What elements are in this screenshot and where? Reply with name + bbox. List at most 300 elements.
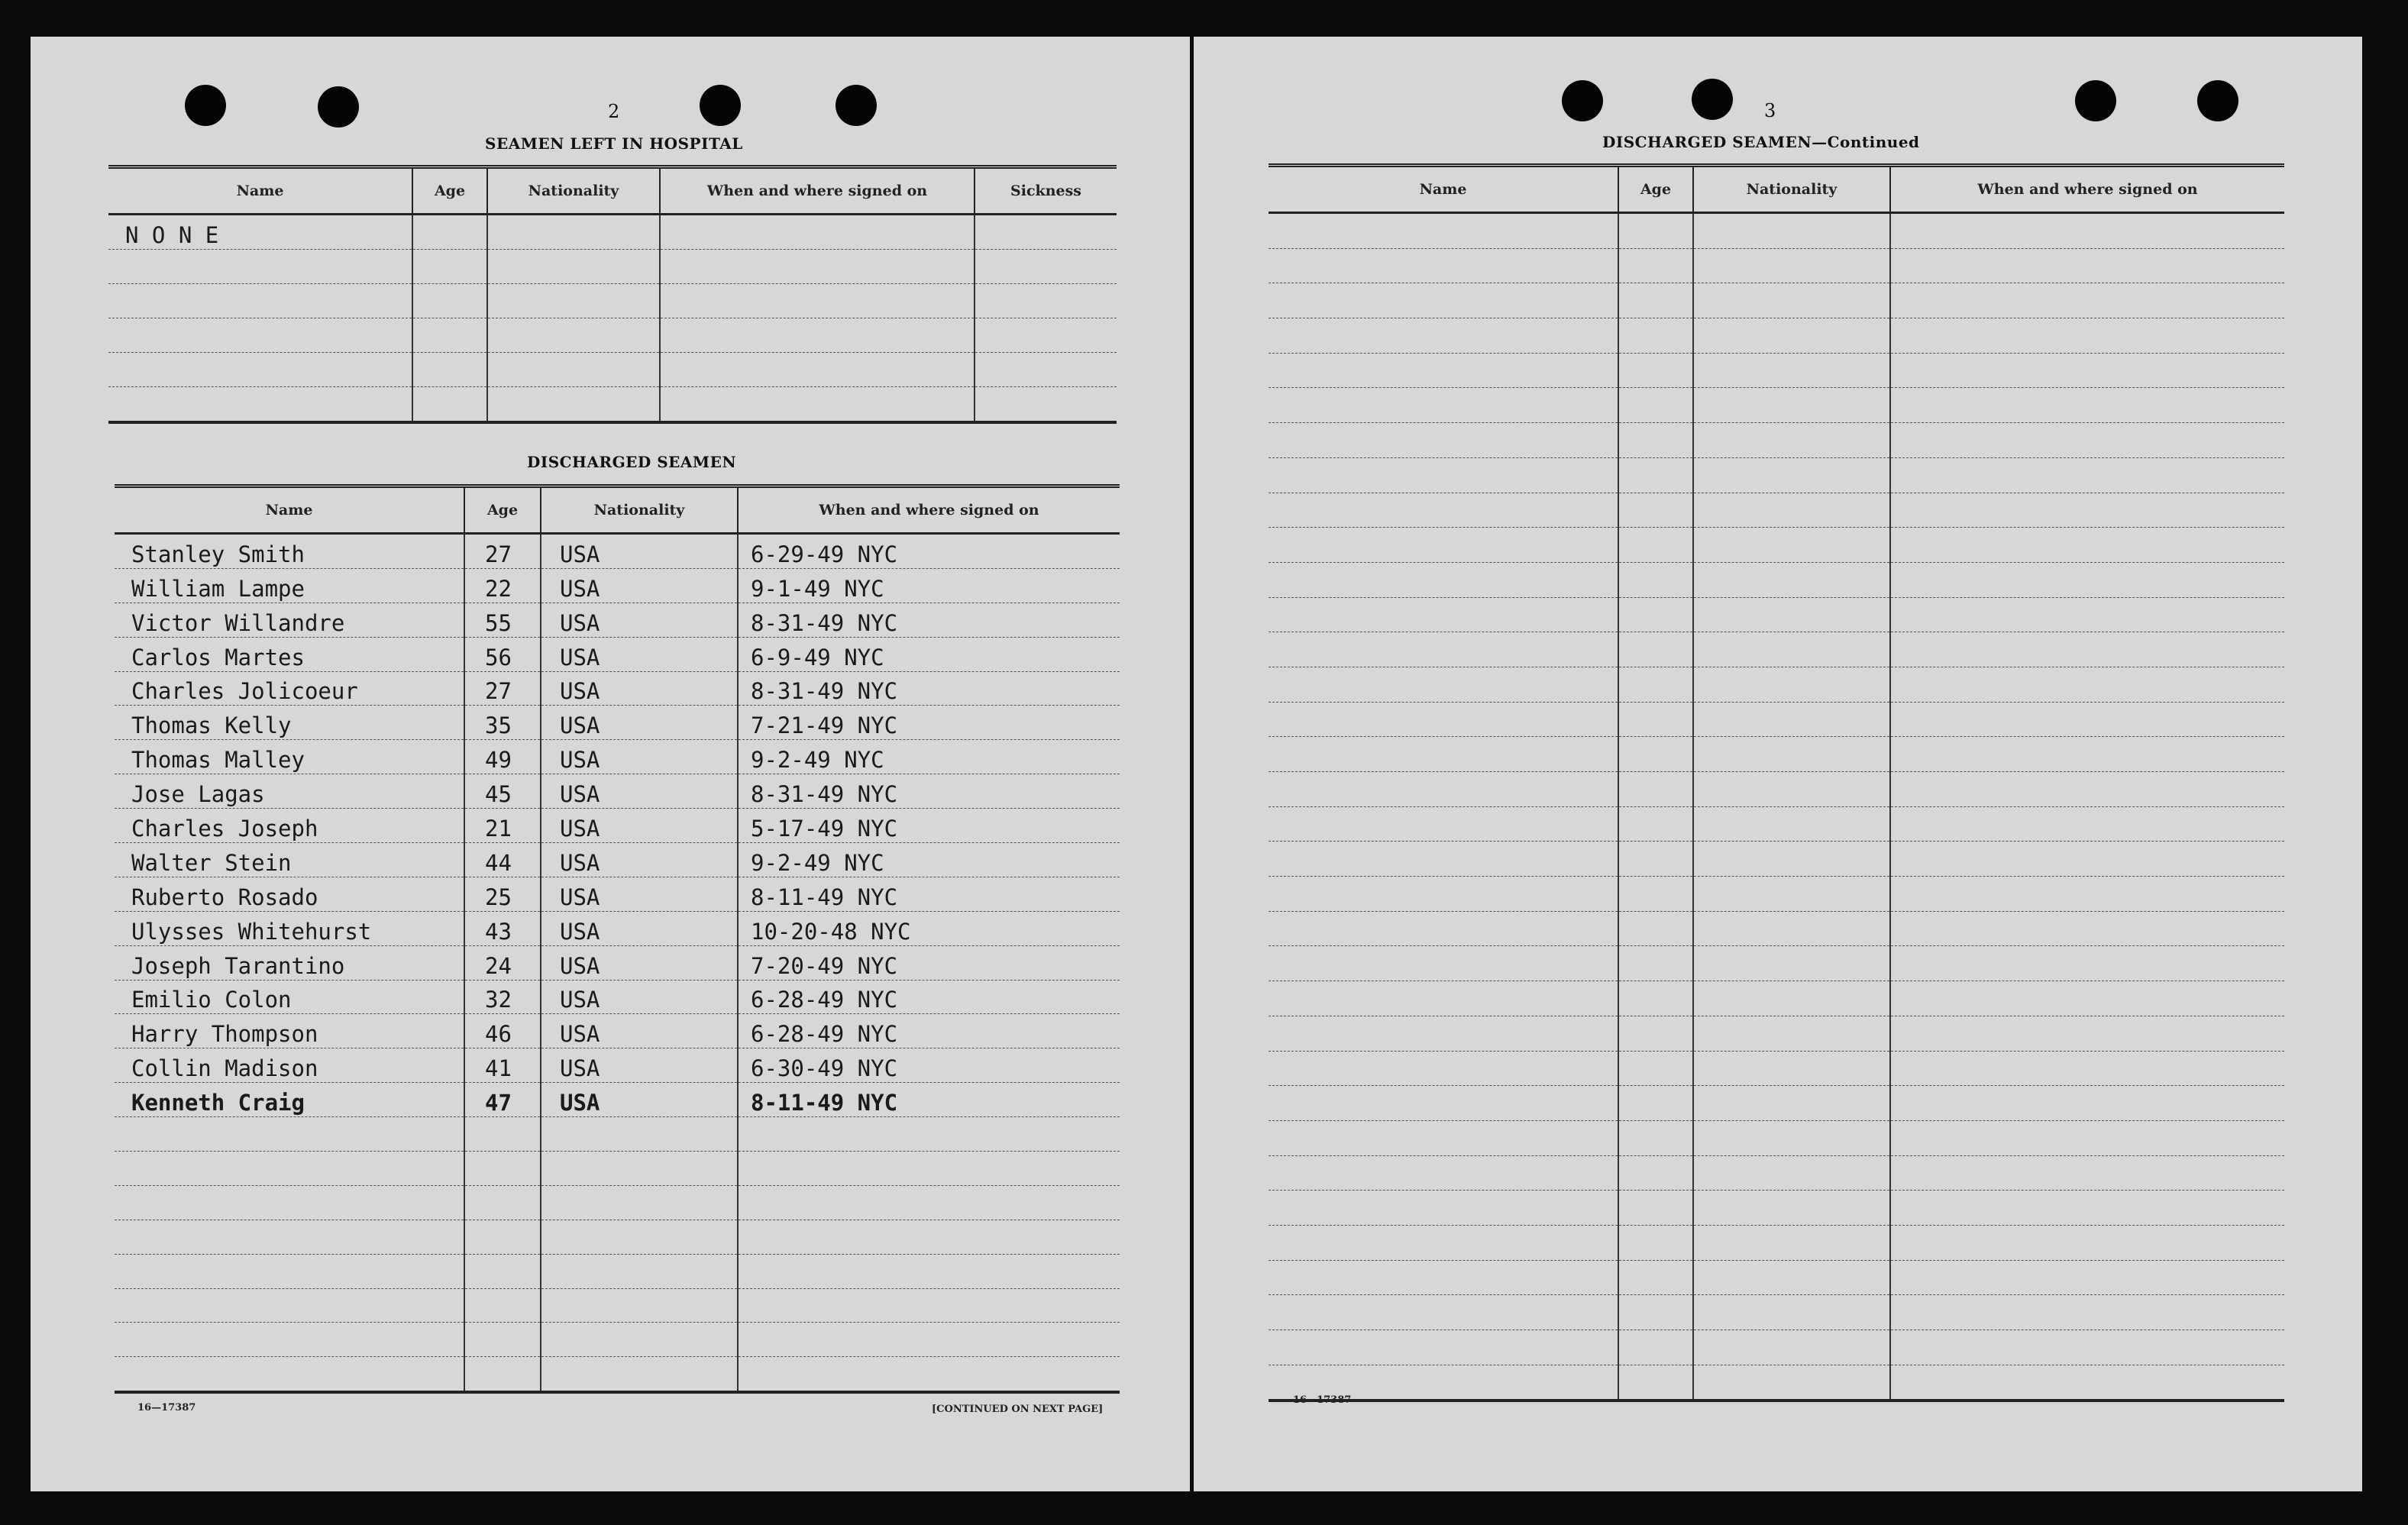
age-cell — [1618, 632, 1693, 667]
name-cell — [115, 1323, 464, 1357]
signed-on-cell-text: 6-30-49 NYC — [751, 1055, 898, 1082]
name-cell — [1269, 667, 1618, 702]
nationality-cell — [541, 843, 738, 877]
age-cell — [464, 1048, 541, 1083]
nationality-cell — [541, 637, 738, 671]
table-row — [1269, 1016, 2284, 1051]
age-cell — [1618, 283, 1693, 318]
age-cell — [1618, 737, 1693, 772]
signed-on-cell — [1890, 772, 2284, 807]
nationality-cell-text: USA — [560, 918, 600, 945]
table-row — [1269, 842, 2284, 877]
page-number: 3 — [1764, 100, 1776, 121]
punch-hole — [318, 86, 359, 128]
signed-on-cell-text: 9-2-49 NYC — [751, 747, 884, 774]
signed-on-cell-text — [661, 380, 673, 381]
signed-on-cell — [738, 1254, 1120, 1288]
signed-on-cell — [738, 1048, 1120, 1083]
nationality-cell — [1693, 737, 1890, 772]
continued-note: [CONTINUED ON NEXT PAGE] — [932, 1404, 1104, 1415]
signed-on-cell-text — [661, 346, 673, 347]
age-cell — [464, 568, 541, 603]
table-row — [115, 1083, 1120, 1117]
age-cell — [464, 534, 541, 569]
table-row — [1269, 493, 2284, 528]
table-row — [115, 1152, 1120, 1186]
signed-on-cell — [1890, 1191, 2284, 1226]
nationality-cell — [541, 1288, 738, 1323]
nationality-cell — [1693, 1365, 1890, 1401]
name-cell-text: Ruberto Rosado — [131, 884, 318, 910]
hospital-section-title: SEAMEN LEFT IN HOSPITAL — [485, 134, 743, 153]
age-cell — [464, 603, 541, 637]
nationality-cell — [1693, 388, 1890, 423]
page-number: 2 — [608, 101, 620, 122]
table-row — [1269, 1155, 2284, 1191]
nationality-cell-text — [541, 1213, 560, 1214]
name-cell — [115, 1048, 464, 1083]
nationality-cell — [487, 318, 660, 353]
signed-on-cell — [1890, 248, 2284, 283]
age-cell — [1618, 842, 1693, 877]
age-cell-text — [465, 1179, 485, 1180]
age-cell — [464, 843, 541, 877]
signed-on-cell — [660, 353, 975, 387]
column-header-age: Age — [1618, 166, 1693, 213]
age-cell — [1618, 1365, 1693, 1401]
name-cell-text — [108, 277, 125, 278]
name-cell-text — [115, 1384, 131, 1385]
age-cell — [464, 911, 541, 945]
name-cell — [1269, 1225, 1618, 1260]
signed-on-cell-text — [661, 243, 673, 244]
name-cell — [1269, 981, 1618, 1016]
age-cell — [1618, 1120, 1693, 1155]
nationality-cell — [541, 603, 738, 637]
nationality-cell — [487, 387, 660, 423]
name-cell — [1269, 318, 1618, 354]
signed-on-cell-text: 7-21-49 NYC — [751, 712, 898, 739]
sickness-cell — [975, 387, 1117, 423]
nationality-cell — [541, 534, 738, 569]
age-cell — [1618, 528, 1693, 563]
signed-on-cell — [1890, 493, 2284, 528]
age-cell — [1618, 597, 1693, 632]
signed-on-cell — [738, 637, 1120, 671]
nationality-cell-text — [541, 1248, 560, 1249]
age-cell — [1618, 806, 1693, 842]
table-row — [1269, 737, 2284, 772]
age-cell-text: 46 — [485, 1021, 512, 1048]
name-cell — [1269, 806, 1618, 842]
signed-on-cell — [1890, 562, 2284, 597]
signed-on-cell-text: 6-9-49 NYC — [751, 644, 884, 670]
age-cell — [412, 387, 487, 423]
right-page — [1194, 37, 2362, 1491]
punch-hole — [1692, 79, 1733, 120]
signed-on-cell — [738, 1185, 1120, 1220]
age-cell — [1618, 1051, 1693, 1086]
signed-on-cell — [1890, 1365, 2284, 1401]
name-cell — [1269, 283, 1618, 318]
nationality-cell — [1693, 283, 1890, 318]
name-cell — [115, 534, 464, 569]
age-cell-text: 56 — [485, 644, 512, 670]
name-cell-text: Harry Thompson — [131, 1021, 318, 1048]
nationality-cell — [541, 1254, 738, 1288]
column-header-signed-on: When and where signed on — [660, 167, 975, 215]
name-cell-text: Emilio Colon — [131, 987, 292, 1013]
table-row — [115, 809, 1120, 843]
signed-on-cell — [1890, 423, 2284, 458]
name-cell-text: Stanley Smith — [131, 541, 305, 567]
name-cell — [1269, 877, 1618, 912]
nationality-cell — [487, 250, 660, 284]
signed-on-cell-text: 8-11-49 NYC — [751, 1090, 898, 1116]
table-row — [115, 671, 1120, 706]
signed-on-cell-text — [739, 1316, 751, 1317]
name-cell — [115, 1117, 464, 1152]
nationality-cell — [541, 809, 738, 843]
age-cell-text: 45 — [485, 781, 512, 808]
age-cell — [412, 250, 487, 284]
nationality-cell — [1693, 493, 1890, 528]
age-cell — [1618, 702, 1693, 737]
name-cell — [115, 877, 464, 911]
signed-on-cell — [738, 1357, 1120, 1392]
name-cell — [115, 980, 464, 1014]
nationality-cell — [541, 1220, 738, 1254]
signed-on-cell — [738, 911, 1120, 945]
nationality-cell-text — [488, 346, 506, 347]
signed-on-cell — [738, 1288, 1120, 1323]
signed-on-cell — [738, 1083, 1120, 1117]
table-row — [108, 353, 1117, 387]
signed-on-cell-text — [739, 1384, 751, 1385]
table-row — [115, 1117, 1120, 1152]
table-row — [1269, 1330, 2284, 1365]
signed-on-cell — [738, 843, 1120, 877]
nationality-cell-text: USA — [560, 712, 600, 739]
age-cell-text: 27 — [485, 541, 512, 567]
name-cell — [115, 1254, 464, 1288]
nationality-cell — [1693, 1330, 1890, 1365]
age-cell-text: 27 — [485, 678, 512, 705]
nationality-cell — [541, 980, 738, 1014]
name-cell-text: Charles Joseph — [131, 816, 318, 842]
name-cell-text — [115, 1213, 131, 1214]
nationality-cell-text — [541, 1316, 560, 1317]
column-header-sickness: Sickness — [975, 167, 1117, 215]
signed-on-cell — [660, 318, 975, 353]
age-cell-text — [465, 1384, 485, 1385]
signed-on-cell — [660, 284, 975, 318]
table-row — [115, 740, 1120, 774]
name-cell — [115, 637, 464, 671]
nationality-cell-text: USA — [560, 609, 600, 636]
age-cell-text — [413, 243, 433, 244]
name-cell — [1269, 597, 1618, 632]
nationality-cell — [541, 1014, 738, 1048]
column-header-age: Age — [464, 486, 541, 534]
nationality-cell — [541, 774, 738, 809]
signed-on-cell — [738, 1323, 1120, 1357]
signed-on-cell — [1890, 1330, 2284, 1365]
nationality-cell — [487, 284, 660, 318]
age-cell — [464, 1185, 541, 1220]
table-row — [1269, 318, 2284, 354]
nationality-cell — [1693, 423, 1890, 458]
name-cell — [1269, 1051, 1618, 1086]
name-cell — [1269, 1295, 1618, 1330]
age-cell-text: 49 — [485, 747, 512, 774]
signed-on-cell — [1890, 842, 2284, 877]
signed-on-cell-text: 9-1-49 NYC — [751, 575, 884, 602]
signed-on-cell — [1890, 702, 2284, 737]
nationality-cell-text: USA — [560, 884, 600, 910]
signed-on-cell — [1890, 213, 2284, 249]
age-cell — [464, 671, 541, 706]
nationality-cell — [487, 215, 660, 250]
signed-on-cell — [1890, 597, 2284, 632]
signed-on-cell — [1890, 667, 2284, 702]
name-cell-text: Walter Stein — [131, 849, 292, 876]
name-cell — [1269, 528, 1618, 563]
nationality-cell-text — [541, 1350, 560, 1351]
age-cell-text — [465, 1248, 485, 1249]
name-cell — [115, 740, 464, 774]
name-cell-text — [115, 1350, 131, 1351]
name-cell — [1269, 562, 1618, 597]
age-cell — [1618, 667, 1693, 702]
signed-on-cell — [660, 215, 975, 250]
signed-on-cell-text — [739, 1282, 751, 1283]
table-row — [1269, 353, 2284, 388]
table-row — [115, 1288, 1120, 1323]
table-row — [115, 1048, 1120, 1083]
signed-on-cell — [1890, 946, 2284, 981]
nationality-cell-text: USA — [560, 1055, 600, 1082]
table-row — [1269, 632, 2284, 667]
table-row — [115, 1014, 1120, 1048]
age-cell — [412, 353, 487, 387]
age-cell — [464, 980, 541, 1014]
nationality-cell-text: USA — [560, 1021, 600, 1048]
signed-on-cell-text: 8-31-49 NYC — [751, 781, 898, 808]
nationality-cell — [1693, 1225, 1890, 1260]
punch-hole — [1562, 80, 1603, 121]
table-row — [108, 318, 1117, 353]
name-cell — [108, 250, 412, 284]
sickness-cell — [975, 284, 1117, 318]
nationality-cell-text — [541, 1384, 560, 1385]
age-cell — [464, 809, 541, 843]
nationality-cell — [487, 353, 660, 387]
age-cell-text — [413, 380, 433, 381]
nationality-cell — [1693, 842, 1890, 877]
nationality-cell — [1693, 213, 1890, 249]
sickness-cell — [975, 353, 1117, 387]
name-cell — [1269, 493, 1618, 528]
name-cell — [1269, 1016, 1618, 1051]
name-cell-text: Ulysses Whitehurst — [131, 918, 372, 945]
name-cell — [115, 843, 464, 877]
name-cell-text — [115, 1179, 131, 1180]
name-cell — [1269, 737, 1618, 772]
age-cell — [1618, 1260, 1693, 1295]
nationality-cell-text: USA — [560, 781, 600, 808]
column-header-name: Name — [1269, 166, 1618, 213]
table-row — [108, 250, 1117, 284]
age-cell — [1618, 353, 1693, 388]
age-cell-text: 35 — [485, 712, 512, 739]
name-cell-text — [115, 1316, 131, 1317]
age-cell — [1618, 318, 1693, 354]
age-cell-text: 25 — [485, 884, 512, 910]
name-cell — [1269, 911, 1618, 946]
table-row — [115, 1323, 1120, 1357]
name-cell — [1269, 457, 1618, 493]
age-cell — [464, 1083, 541, 1117]
signed-on-cell — [1890, 283, 2284, 318]
age-cell-text — [465, 1316, 485, 1317]
age-cell — [1618, 772, 1693, 807]
nationality-cell — [541, 911, 738, 945]
nationality-cell — [1693, 667, 1890, 702]
signed-on-cell — [1890, 1295, 2284, 1330]
punch-hole — [2075, 80, 2116, 121]
age-cell — [1618, 493, 1693, 528]
age-cell — [464, 1152, 541, 1186]
signed-on-cell — [1890, 1260, 2284, 1295]
nationality-cell-text — [488, 380, 506, 381]
age-cell-text: 41 — [485, 1055, 512, 1082]
age-cell — [464, 945, 541, 980]
name-cell — [115, 671, 464, 706]
signed-on-cell — [1890, 1225, 2284, 1260]
signed-on-cell — [738, 603, 1120, 637]
name-cell-text: Jose Lagas — [131, 781, 265, 808]
signed-on-cell — [738, 1152, 1120, 1186]
nationality-cell-text — [541, 1179, 560, 1180]
signed-on-cell-text — [739, 1350, 751, 1351]
discharged-section-title: DISCHARGED SEAMEN — [527, 453, 737, 471]
table-row — [108, 215, 1117, 250]
column-header-nationality: Nationality — [541, 486, 738, 534]
nationality-cell — [1693, 632, 1890, 667]
hospital-table — [108, 165, 1117, 424]
signed-on-cell-text — [661, 277, 673, 278]
nationality-cell-text: USA — [560, 541, 600, 567]
signed-on-cell — [1890, 318, 2284, 354]
table-row — [115, 774, 1120, 809]
table-row — [1269, 1086, 2284, 1121]
name-cell — [108, 284, 412, 318]
nationality-cell — [541, 671, 738, 706]
age-cell-text: 44 — [485, 849, 512, 876]
discharged-table — [115, 484, 1120, 1394]
column-header-signed-on: When and where signed on — [738, 486, 1120, 534]
age-cell — [464, 877, 541, 911]
nationality-cell — [1693, 353, 1890, 388]
name-cell — [108, 387, 412, 423]
signed-on-cell — [738, 945, 1120, 980]
age-cell-text: 24 — [485, 952, 512, 979]
age-cell — [1618, 1330, 1693, 1365]
nationality-cell — [541, 1185, 738, 1220]
nationality-cell — [1693, 702, 1890, 737]
age-cell — [1618, 1016, 1693, 1051]
table-row — [1269, 528, 2284, 563]
name-cell-text: Victor Willandre — [131, 609, 345, 636]
name-cell — [1269, 632, 1618, 667]
table-row — [115, 1254, 1120, 1288]
age-cell — [464, 774, 541, 809]
table-row — [115, 1220, 1120, 1254]
table-row — [115, 911, 1120, 945]
name-cell — [1269, 423, 1618, 458]
table-row — [1269, 1051, 2284, 1086]
name-cell-text: N O N E — [125, 222, 219, 248]
name-cell — [1269, 1086, 1618, 1121]
name-cell — [1269, 213, 1618, 249]
table-row — [115, 706, 1120, 740]
name-cell — [1269, 1120, 1618, 1155]
signed-on-cell — [738, 980, 1120, 1014]
signed-on-cell — [738, 534, 1120, 569]
name-cell — [1269, 1191, 1618, 1226]
name-cell-text: William Lampe — [131, 575, 305, 602]
age-cell — [1618, 457, 1693, 493]
nationality-cell — [1693, 528, 1890, 563]
table-row — [1269, 457, 2284, 493]
name-cell — [1269, 248, 1618, 283]
signed-on-cell — [738, 877, 1120, 911]
signed-on-cell — [738, 1117, 1120, 1152]
sickness-cell — [975, 318, 1117, 353]
table-row — [115, 980, 1120, 1014]
table-row — [1269, 597, 2284, 632]
signed-on-cell-text — [739, 1213, 751, 1214]
signed-on-cell — [738, 1220, 1120, 1254]
sickness-cell — [975, 250, 1117, 284]
signed-on-cell-text: 8-11-49 NYC — [751, 884, 898, 910]
signed-on-cell-text: 6-29-49 NYC — [751, 541, 898, 567]
nationality-cell — [541, 568, 738, 603]
age-cell — [412, 318, 487, 353]
nationality-cell-text: USA — [560, 1090, 600, 1116]
signed-on-cell — [738, 706, 1120, 740]
name-cell-text — [108, 380, 125, 381]
age-cell — [464, 1288, 541, 1323]
name-cell — [108, 318, 412, 353]
name-cell — [1269, 772, 1618, 807]
nationality-cell-text — [541, 1282, 560, 1283]
punch-hole — [836, 85, 877, 126]
column-header-nationality: Nationality — [1693, 166, 1890, 213]
signed-on-cell-text: 7-20-49 NYC — [751, 952, 898, 979]
age-cell — [464, 1323, 541, 1357]
nationality-cell — [541, 1323, 738, 1357]
table-row — [115, 1357, 1120, 1392]
name-cell — [1269, 842, 1618, 877]
table-row — [1269, 946, 2284, 981]
nationality-cell — [541, 1357, 738, 1392]
name-cell — [115, 1152, 464, 1186]
signed-on-cell — [1890, 388, 2284, 423]
sickness-cell — [975, 215, 1117, 250]
age-cell — [1618, 911, 1693, 946]
